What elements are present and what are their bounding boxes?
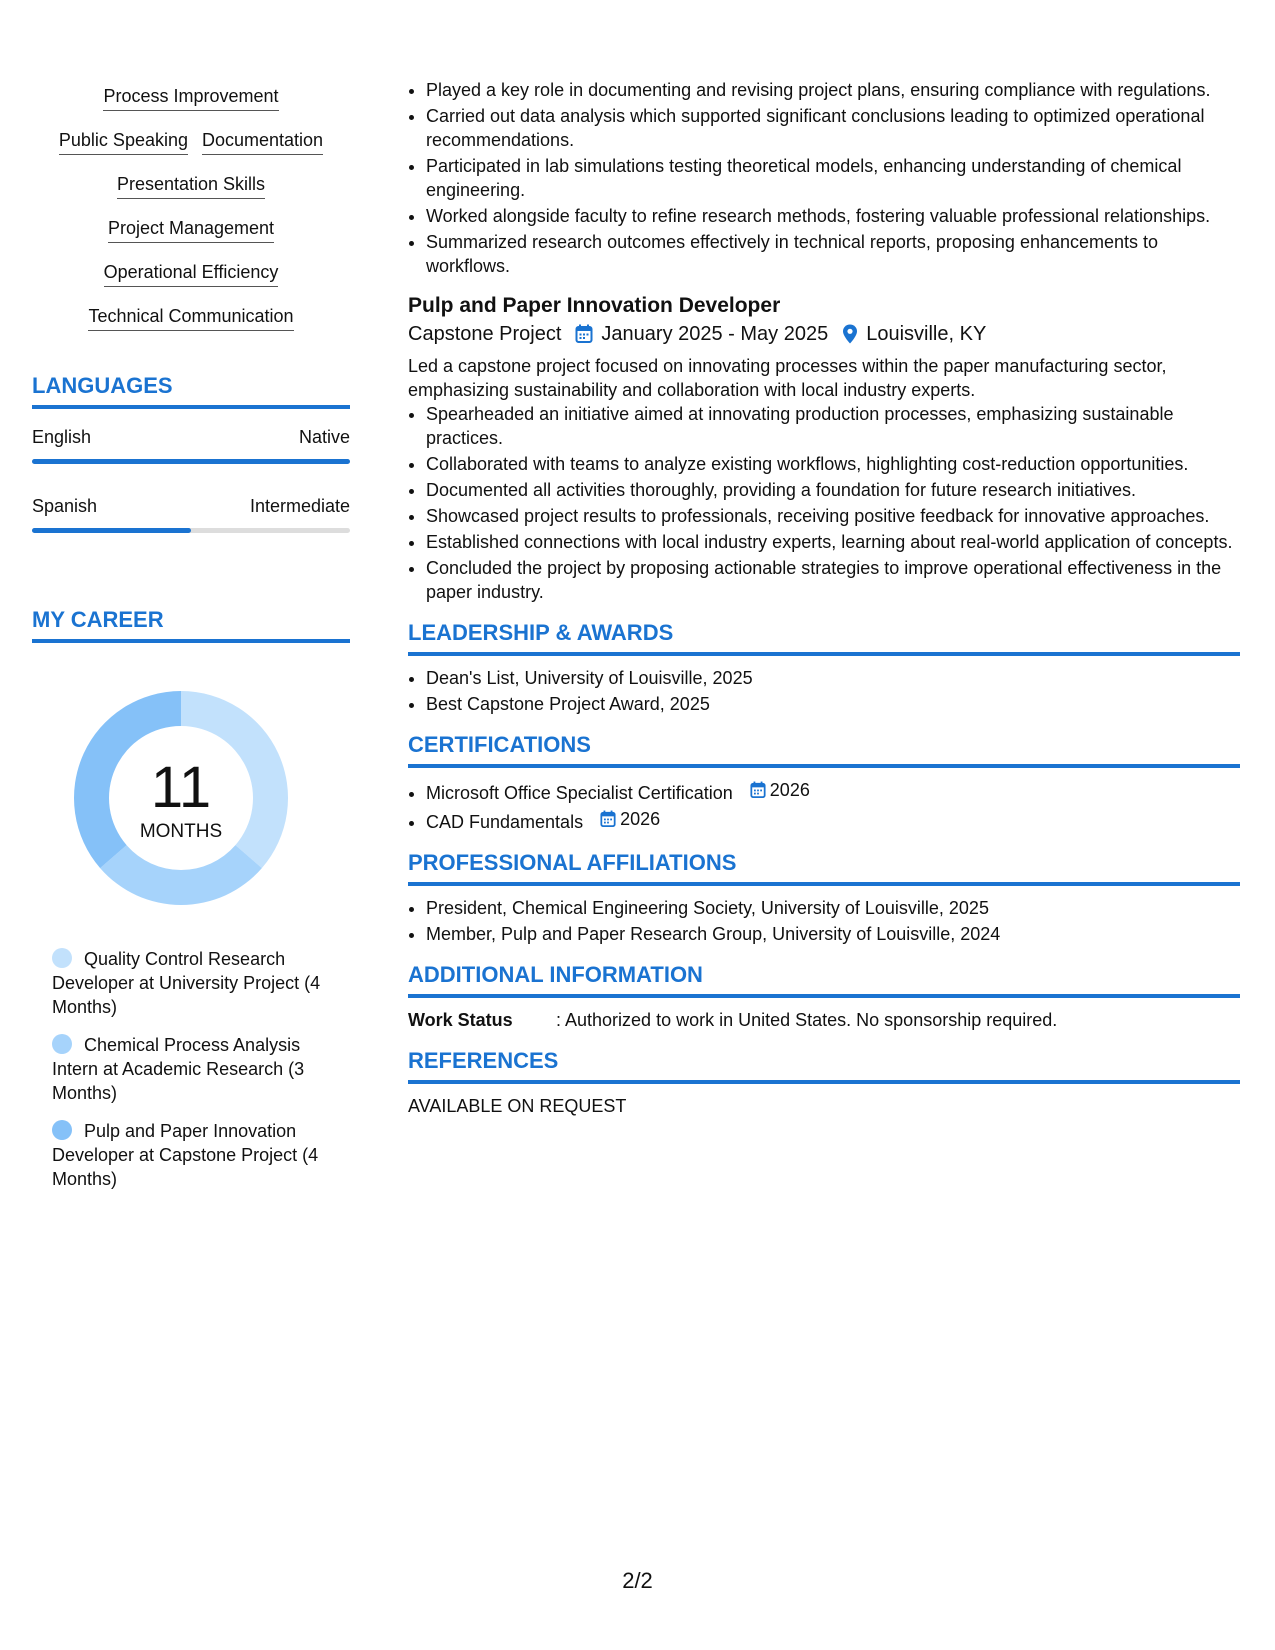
certification-item	[426, 778, 1240, 805]
legend-item	[52, 1033, 342, 1105]
legend-item	[52, 1119, 342, 1191]
awards-section	[408, 618, 1240, 716]
language-name: Spanish	[32, 496, 98, 516]
career-section	[32, 605, 350, 1191]
bullet-item: • Showcased project results to professionals, receiving positive feedback for innovative approaches.	[426, 504, 1240, 528]
affiliation-item: • President, Chemical Engineering Society, University of Louisville, 2025	[426, 896, 1240, 920]
left-column	[32, 84, 350, 1205]
bullet-item: • Summarized research outcomes effectively in technical reports, proposing enhancements to workflows.	[426, 230, 1240, 278]
affiliations-section	[408, 848, 1240, 946]
right-column	[408, 78, 1240, 1118]
info-label: Work Status	[408, 1010, 513, 1030]
section-title: ADDITIONAL INFORMATION	[408, 960, 1240, 998]
legend-dot	[52, 948, 72, 968]
language-level-bar	[32, 459, 350, 464]
language-item	[32, 494, 350, 533]
language-level: Native	[298, 427, 350, 447]
language-level-fill	[32, 459, 350, 464]
section-title: LEADERSHIP & AWARDS	[408, 618, 1240, 656]
skill-tag: Technical Communication	[88, 304, 293, 331]
certification-year: 2026	[620, 809, 661, 829]
section-title: CERTIFICATIONS	[408, 730, 1240, 768]
certification-name: Microsoft Office Specialist Certification	[426, 783, 733, 803]
certification-year: 2026	[769, 780, 810, 800]
bullet-item: • Spearheaded an initiative aimed at innovating production processes, emphasizing sustainable practices.	[426, 402, 1240, 450]
calendar-icon	[575, 324, 593, 344]
skill-tag: Project Management	[108, 216, 274, 243]
job-description: Led a capstone project focused on innovating processes within the paper manufacturing sector, emphasizing sustainability and collaboration with local industry experts.	[408, 356, 1167, 400]
bullet-item: • Participated in lab simulations testing theoretical models, enhancing understanding of chemical engineering.	[426, 154, 1240, 202]
skill-tag: Operational Efficiency	[104, 260, 279, 287]
job-company: Capstone Project	[408, 323, 562, 345]
career-total: 11	[150, 755, 212, 820]
language-item	[32, 425, 350, 464]
job-title: Pulp and Paper Innovation Developer	[408, 294, 781, 317]
language-level-fill	[32, 528, 191, 533]
legend-label: Chemical Process Analysis Intern at Academic Research (3 Months)	[52, 1035, 305, 1103]
legend-label: Quality Control Research Developer at University Project (4 Months)	[52, 949, 321, 1017]
skill-tag: Public Speaking	[59, 128, 188, 155]
skill-tag: Presentation Skills	[117, 172, 265, 199]
bullet-item: • Played a key role in documenting and revising project plans, ensuring compliance with regulations.	[426, 78, 1240, 102]
additional-info-section	[408, 960, 1240, 1032]
bullet-item: • Established connections with local industry experts, learning about real-world application of concepts.	[426, 530, 1240, 554]
legend-label: Pulp and Paper Innovation Developer at Capstone Project (4 Months)	[52, 1121, 319, 1189]
bullet-item: • Collaborated with teams to analyze existing workflows, highlighting cost-reduction opportunities.	[426, 452, 1240, 476]
bullet-item: • Worked alongside faculty to refine research methods, fostering valuable professional relationships.	[426, 204, 1240, 228]
award-item: • Best Capstone Project Award, 2025	[426, 692, 1240, 716]
certifications-section	[408, 730, 1240, 834]
skill-tag: Documentation	[202, 128, 323, 155]
calendar-icon	[750, 781, 766, 799]
location-pin-icon	[842, 324, 858, 344]
legend-item	[52, 947, 342, 1019]
job-meta	[408, 320, 1240, 348]
section-title: MY CAREER	[32, 605, 350, 643]
certification-item	[426, 807, 1240, 834]
calendar-icon	[600, 810, 616, 828]
job-location: Louisville, KY	[866, 323, 987, 345]
career-donut-chart	[66, 683, 296, 913]
certification-name: CAD Fundamentals	[426, 812, 584, 832]
bullet-item: • Concluded the project by proposing actionable strategies to improve operational effectiveness in the paper industry.	[426, 556, 1240, 604]
info-value: : Authorized to work in United States. No sponsorship required.	[556, 1010, 1058, 1030]
job-dates: January 2025 - May 2025	[601, 323, 829, 345]
legend-dot	[52, 1034, 72, 1054]
references-section	[408, 1046, 1240, 1118]
bullet-item: • Carried out data analysis which supported significant conclusions leading to optimized operational recommendations.	[426, 104, 1240, 152]
page-number: 2/2	[622, 1568, 653, 1593]
language-level-bar	[32, 528, 350, 533]
affiliation-item: • Member, Pulp and Paper Research Group, University of Louisville, 2024	[426, 922, 1240, 946]
language-name: English	[32, 427, 92, 447]
job-bullets	[408, 402, 1240, 604]
section-title: PROFESSIONAL AFFILIATIONS	[408, 848, 1240, 886]
award-item: • Dean's List, University of Louisville, 2025	[426, 666, 1240, 690]
languages-section	[32, 371, 350, 533]
career-legend	[52, 947, 342, 1191]
section-title: REFERENCES	[408, 1046, 1240, 1084]
legend-dot	[52, 1120, 72, 1140]
job-entry	[408, 292, 1240, 604]
career-unit: MONTHS	[139, 821, 223, 842]
section-title: LANGUAGES	[32, 371, 350, 409]
previous-job-bullets	[408, 78, 1240, 278]
bullet-item: • Documented all activities thoroughly, providing a foundation for future research initiatives.	[426, 478, 1240, 502]
language-level: Intermediate	[249, 496, 350, 516]
references-text: AVAILABLE ON REQUEST	[408, 1096, 627, 1116]
skills-list	[32, 84, 350, 331]
skill-tag: Process Improvement	[103, 84, 278, 111]
